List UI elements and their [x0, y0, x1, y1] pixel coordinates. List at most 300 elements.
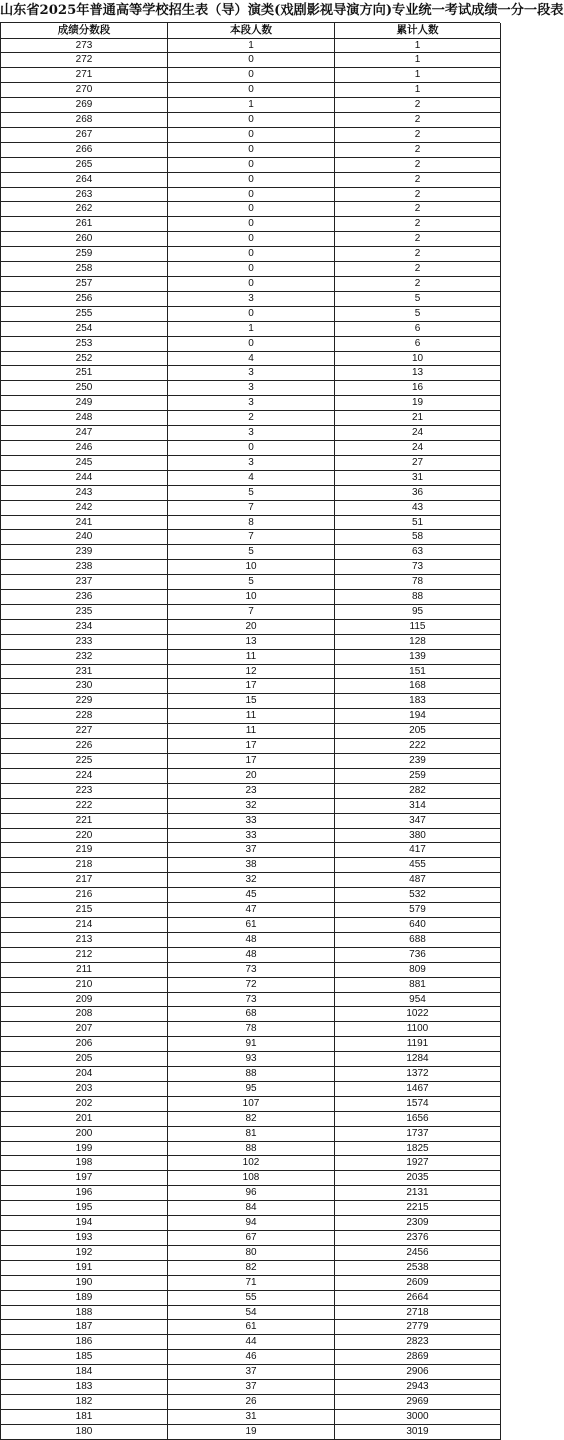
table-row [1, 1022, 501, 1037]
table-row [1, 1275, 501, 1290]
table-row [1, 1052, 501, 1067]
band-count-cell: 61 [168, 917, 335, 932]
table-row [1, 202, 501, 217]
cumulative-count-cell: 380 [335, 828, 501, 843]
table-row [1, 1290, 501, 1305]
table-row [1, 1201, 501, 1216]
cumulative-count-cell: 58 [335, 530, 501, 545]
band-count-cell: 1 [168, 98, 335, 113]
table-row [1, 1111, 501, 1126]
score-cell: 254 [1, 321, 168, 336]
band-count-cell: 54 [168, 1305, 335, 1320]
score-cell: 207 [1, 1022, 168, 1037]
score-cell: 187 [1, 1320, 168, 1335]
band-count-cell: 12 [168, 664, 335, 679]
table-row [1, 455, 501, 470]
table-row [1, 903, 501, 918]
cumulative-count-cell: 1467 [335, 1081, 501, 1096]
score-cell: 262 [1, 202, 168, 217]
score-cell: 241 [1, 515, 168, 530]
band-count-cell: 55 [168, 1290, 335, 1305]
score-cell: 225 [1, 754, 168, 769]
table-row [1, 1305, 501, 1320]
cumulative-count-cell: 1 [335, 83, 501, 98]
band-count-cell: 11 [168, 649, 335, 664]
table-row [1, 1320, 501, 1335]
table-row [1, 366, 501, 381]
cumulative-count-cell: 1825 [335, 1141, 501, 1156]
cumulative-count-cell: 24 [335, 440, 501, 455]
band-count-cell: 2 [168, 411, 335, 426]
score-cell: 183 [1, 1380, 168, 1395]
table-row [1, 1216, 501, 1231]
score-cell: 204 [1, 1067, 168, 1082]
band-count-cell: 91 [168, 1037, 335, 1052]
score-cell: 248 [1, 411, 168, 426]
table-row [1, 187, 501, 202]
table-row [1, 694, 501, 709]
cumulative-count-cell: 2035 [335, 1171, 501, 1186]
band-count-cell: 45 [168, 888, 335, 903]
band-count-cell: 0 [168, 172, 335, 187]
table-row [1, 1394, 501, 1409]
cumulative-count-cell: 259 [335, 768, 501, 783]
cumulative-count-cell: 1737 [335, 1126, 501, 1141]
table-row [1, 888, 501, 903]
cumulative-count-cell: 2 [335, 262, 501, 277]
table-row [1, 828, 501, 843]
band-count-cell: 31 [168, 1409, 335, 1424]
score-cell: 218 [1, 858, 168, 873]
score-cell: 234 [1, 619, 168, 634]
table-row [1, 172, 501, 187]
cumulative-count-cell: 1 [335, 38, 501, 53]
table-row [1, 1424, 501, 1439]
band-count-cell: 82 [168, 1260, 335, 1275]
band-count-cell: 3 [168, 366, 335, 381]
score-cell: 210 [1, 977, 168, 992]
band-count-cell: 108 [168, 1171, 335, 1186]
score-cell: 211 [1, 962, 168, 977]
cumulative-count-cell: 1 [335, 53, 501, 68]
band-count-cell: 44 [168, 1335, 335, 1350]
band-count-cell: 1 [168, 321, 335, 336]
cumulative-count-cell: 1574 [335, 1096, 501, 1111]
score-cell: 250 [1, 381, 168, 396]
table-row [1, 634, 501, 649]
cumulative-count-cell: 31 [335, 470, 501, 485]
table-row [1, 590, 501, 605]
table-row [1, 1171, 501, 1186]
band-count-cell: 0 [168, 157, 335, 172]
cumulative-count-cell: 21 [335, 411, 501, 426]
table-row [1, 83, 501, 98]
table-row [1, 545, 501, 560]
table-body [1, 38, 501, 1439]
table-row [1, 977, 501, 992]
header-band-count: 本段人数 [168, 23, 335, 38]
band-count-cell: 71 [168, 1275, 335, 1290]
table-row [1, 947, 501, 962]
cumulative-count-cell: 1656 [335, 1111, 501, 1126]
band-count-cell: 0 [168, 187, 335, 202]
table-row [1, 515, 501, 530]
score-cell: 216 [1, 888, 168, 903]
table-row [1, 98, 501, 113]
score-cell: 214 [1, 917, 168, 932]
cumulative-count-cell: 2215 [335, 1201, 501, 1216]
score-cell: 239 [1, 545, 168, 560]
table-row [1, 68, 501, 83]
band-count-cell: 5 [168, 575, 335, 590]
band-count-cell: 81 [168, 1126, 335, 1141]
cumulative-count-cell: 194 [335, 709, 501, 724]
score-cell: 188 [1, 1305, 168, 1320]
cumulative-count-cell: 3019 [335, 1424, 501, 1439]
table-row [1, 1245, 501, 1260]
table-row [1, 1156, 501, 1171]
score-cell: 271 [1, 68, 168, 83]
band-count-cell: 94 [168, 1216, 335, 1231]
cumulative-count-cell: 1022 [335, 1007, 501, 1022]
cumulative-count-cell: 10 [335, 351, 501, 366]
table-row [1, 142, 501, 157]
cumulative-count-cell: 2 [335, 157, 501, 172]
band-count-cell: 32 [168, 798, 335, 813]
table-row [1, 664, 501, 679]
cumulative-count-cell: 2 [335, 202, 501, 217]
band-count-cell: 10 [168, 590, 335, 605]
band-count-cell: 0 [168, 127, 335, 142]
band-count-cell: 4 [168, 351, 335, 366]
header-row [1, 23, 501, 38]
cumulative-count-cell: 1372 [335, 1067, 501, 1082]
table-row [1, 843, 501, 858]
band-count-cell: 33 [168, 813, 335, 828]
score-cell: 246 [1, 440, 168, 455]
band-count-cell: 3 [168, 381, 335, 396]
score-cell: 270 [1, 83, 168, 98]
table-row [1, 1126, 501, 1141]
header-score-band: 成绩分数段 [1, 23, 168, 38]
header-cumulative-count: 累计人数 [335, 23, 501, 38]
table-row [1, 604, 501, 619]
table-row [1, 470, 501, 485]
score-cell: 232 [1, 649, 168, 664]
table-row [1, 783, 501, 798]
cumulative-count-cell: 487 [335, 873, 501, 888]
table-row [1, 262, 501, 277]
band-count-cell: 19 [168, 1424, 335, 1439]
cumulative-count-cell: 6 [335, 321, 501, 336]
score-cell: 257 [1, 277, 168, 292]
score-table [0, 23, 501, 1440]
band-count-cell: 7 [168, 530, 335, 545]
cumulative-count-cell: 2 [335, 172, 501, 187]
table-row [1, 127, 501, 142]
score-cell: 180 [1, 1424, 168, 1439]
band-count-cell: 0 [168, 142, 335, 157]
band-count-cell: 0 [168, 247, 335, 262]
table-row [1, 1335, 501, 1350]
table-row [1, 1409, 501, 1424]
cumulative-count-cell: 736 [335, 947, 501, 962]
band-count-cell: 0 [168, 336, 335, 351]
cumulative-count-cell: 2 [335, 217, 501, 232]
table-row [1, 917, 501, 932]
cumulative-count-cell: 1927 [335, 1156, 501, 1171]
score-cell: 240 [1, 530, 168, 545]
cumulative-count-cell: 2943 [335, 1380, 501, 1395]
cumulative-count-cell: 139 [335, 649, 501, 664]
cumulative-count-cell: 579 [335, 903, 501, 918]
table-row [1, 500, 501, 515]
cumulative-count-cell: 2456 [335, 1245, 501, 1260]
table-row [1, 932, 501, 947]
table-title: 山东省2025年普通高等学校招生表（导）演类(戏剧影视导演方向)专业统一考试成绩一分一段表 [0, 0, 500, 23]
band-count-cell: 17 [168, 754, 335, 769]
score-cell: 201 [1, 1111, 168, 1126]
table-row [1, 113, 501, 128]
band-count-cell: 13 [168, 634, 335, 649]
cumulative-count-cell: 88 [335, 590, 501, 605]
band-count-cell: 20 [168, 768, 335, 783]
band-count-cell: 7 [168, 500, 335, 515]
cumulative-count-cell: 6 [335, 336, 501, 351]
table-row [1, 679, 501, 694]
cumulative-count-cell: 43 [335, 500, 501, 515]
band-count-cell: 82 [168, 1111, 335, 1126]
score-cell: 242 [1, 500, 168, 515]
table-row [1, 440, 501, 455]
band-count-cell: 11 [168, 709, 335, 724]
table-row [1, 1260, 501, 1275]
band-count-cell: 80 [168, 1245, 335, 1260]
table-header [1, 23, 501, 38]
table-row [1, 426, 501, 441]
cumulative-count-cell: 417 [335, 843, 501, 858]
table-row [1, 247, 501, 262]
table-row [1, 709, 501, 724]
cumulative-count-cell: 2309 [335, 1216, 501, 1231]
band-count-cell: 26 [168, 1394, 335, 1409]
band-count-cell: 84 [168, 1201, 335, 1216]
band-count-cell: 0 [168, 53, 335, 68]
table-row [1, 291, 501, 306]
score-cell: 190 [1, 1275, 168, 1290]
band-count-cell: 3 [168, 291, 335, 306]
band-count-cell: 7 [168, 604, 335, 619]
score-cell: 219 [1, 843, 168, 858]
band-count-cell: 38 [168, 858, 335, 873]
score-cell: 267 [1, 127, 168, 142]
band-count-cell: 95 [168, 1081, 335, 1096]
cumulative-count-cell: 78 [335, 575, 501, 590]
band-count-cell: 107 [168, 1096, 335, 1111]
score-cell: 265 [1, 157, 168, 172]
band-count-cell: 46 [168, 1350, 335, 1365]
band-count-cell: 0 [168, 113, 335, 128]
cumulative-count-cell: 1284 [335, 1052, 501, 1067]
band-count-cell: 61 [168, 1320, 335, 1335]
score-cell: 253 [1, 336, 168, 351]
band-count-cell: 0 [168, 277, 335, 292]
table-row [1, 277, 501, 292]
band-count-cell: 67 [168, 1231, 335, 1246]
table-row [1, 1141, 501, 1156]
table-row [1, 754, 501, 769]
score-cell: 226 [1, 739, 168, 754]
score-cell: 193 [1, 1231, 168, 1246]
band-count-cell: 88 [168, 1141, 335, 1156]
cumulative-count-cell: 2 [335, 187, 501, 202]
score-cell: 244 [1, 470, 168, 485]
band-count-cell: 37 [168, 1380, 335, 1395]
score-cell: 208 [1, 1007, 168, 1022]
score-cell: 213 [1, 932, 168, 947]
score-cell: 224 [1, 768, 168, 783]
band-count-cell: 23 [168, 783, 335, 798]
cumulative-count-cell: 5 [335, 306, 501, 321]
cumulative-count-cell: 3000 [335, 1409, 501, 1424]
table-row [1, 739, 501, 754]
table-row [1, 560, 501, 575]
table-row [1, 217, 501, 232]
score-cell: 217 [1, 873, 168, 888]
table-row [1, 53, 501, 68]
table-row [1, 232, 501, 247]
cumulative-count-cell: 51 [335, 515, 501, 530]
table-row [1, 575, 501, 590]
band-count-cell: 3 [168, 396, 335, 411]
cumulative-count-cell: 532 [335, 888, 501, 903]
score-cell: 212 [1, 947, 168, 962]
score-cell: 269 [1, 98, 168, 113]
table-row [1, 798, 501, 813]
table-row [1, 336, 501, 351]
score-cell: 228 [1, 709, 168, 724]
cumulative-count-cell: 222 [335, 739, 501, 754]
score-cell: 230 [1, 679, 168, 694]
table-row [1, 1007, 501, 1022]
cumulative-count-cell: 282 [335, 783, 501, 798]
score-cell: 196 [1, 1186, 168, 1201]
score-cell: 255 [1, 306, 168, 321]
cumulative-count-cell: 63 [335, 545, 501, 560]
cumulative-count-cell: 19 [335, 396, 501, 411]
score-cell: 215 [1, 903, 168, 918]
cumulative-count-cell: 2 [335, 232, 501, 247]
cumulative-count-cell: 168 [335, 679, 501, 694]
score-cell: 209 [1, 992, 168, 1007]
cumulative-count-cell: 2969 [335, 1394, 501, 1409]
score-cell: 202 [1, 1096, 168, 1111]
table-row [1, 1096, 501, 1111]
band-count-cell: 73 [168, 962, 335, 977]
band-count-cell: 5 [168, 545, 335, 560]
cumulative-count-cell: 2 [335, 277, 501, 292]
band-count-cell: 88 [168, 1067, 335, 1082]
score-cell: 247 [1, 426, 168, 441]
score-cell: 199 [1, 1141, 168, 1156]
band-count-cell: 32 [168, 873, 335, 888]
cumulative-count-cell: 2823 [335, 1335, 501, 1350]
band-count-cell: 1 [168, 38, 335, 53]
band-count-cell: 4 [168, 470, 335, 485]
cumulative-count-cell: 455 [335, 858, 501, 873]
band-count-cell: 78 [168, 1022, 335, 1037]
table-row [1, 351, 501, 366]
cumulative-count-cell: 13 [335, 366, 501, 381]
band-count-cell: 0 [168, 306, 335, 321]
table-row [1, 1350, 501, 1365]
cumulative-count-cell: 881 [335, 977, 501, 992]
score-cell: 258 [1, 262, 168, 277]
score-cell: 227 [1, 724, 168, 739]
score-cell: 238 [1, 560, 168, 575]
band-count-cell: 5 [168, 485, 335, 500]
cumulative-count-cell: 1100 [335, 1022, 501, 1037]
band-count-cell: 0 [168, 262, 335, 277]
cumulative-count-cell: 2718 [335, 1305, 501, 1320]
band-count-cell: 48 [168, 932, 335, 947]
table-row [1, 381, 501, 396]
band-count-cell: 37 [168, 1365, 335, 1380]
band-count-cell: 37 [168, 843, 335, 858]
band-count-cell: 17 [168, 739, 335, 754]
cumulative-count-cell: 2538 [335, 1260, 501, 1275]
band-count-cell: 20 [168, 619, 335, 634]
cumulative-count-cell: 2131 [335, 1186, 501, 1201]
score-cell: 263 [1, 187, 168, 202]
table-row [1, 992, 501, 1007]
cumulative-count-cell: 347 [335, 813, 501, 828]
score-cell: 231 [1, 664, 168, 679]
score-cell: 205 [1, 1052, 168, 1067]
score-cell: 251 [1, 366, 168, 381]
score-cell: 256 [1, 291, 168, 306]
table-row [1, 38, 501, 53]
band-count-cell: 0 [168, 232, 335, 247]
cumulative-count-cell: 16 [335, 381, 501, 396]
score-cell: 191 [1, 1260, 168, 1275]
score-cell: 184 [1, 1365, 168, 1380]
score-cell: 252 [1, 351, 168, 366]
band-count-cell: 93 [168, 1052, 335, 1067]
score-cell: 185 [1, 1350, 168, 1365]
score-cell: 189 [1, 1290, 168, 1305]
cumulative-count-cell: 2 [335, 113, 501, 128]
cumulative-count-cell: 2376 [335, 1231, 501, 1246]
score-cell: 261 [1, 217, 168, 232]
band-count-cell: 96 [168, 1186, 335, 1201]
band-count-cell: 72 [168, 977, 335, 992]
band-count-cell: 11 [168, 724, 335, 739]
score-cell: 249 [1, 396, 168, 411]
score-cell: 192 [1, 1245, 168, 1260]
score-cell: 194 [1, 1216, 168, 1231]
band-count-cell: 15 [168, 694, 335, 709]
score-cell: 243 [1, 485, 168, 500]
band-count-cell: 3 [168, 455, 335, 470]
cumulative-count-cell: 128 [335, 634, 501, 649]
cumulative-count-cell: 2609 [335, 1275, 501, 1290]
cumulative-count-cell: 314 [335, 798, 501, 813]
band-count-cell: 0 [168, 217, 335, 232]
band-count-cell: 0 [168, 202, 335, 217]
cumulative-count-cell: 115 [335, 619, 501, 634]
table-row [1, 1231, 501, 1246]
